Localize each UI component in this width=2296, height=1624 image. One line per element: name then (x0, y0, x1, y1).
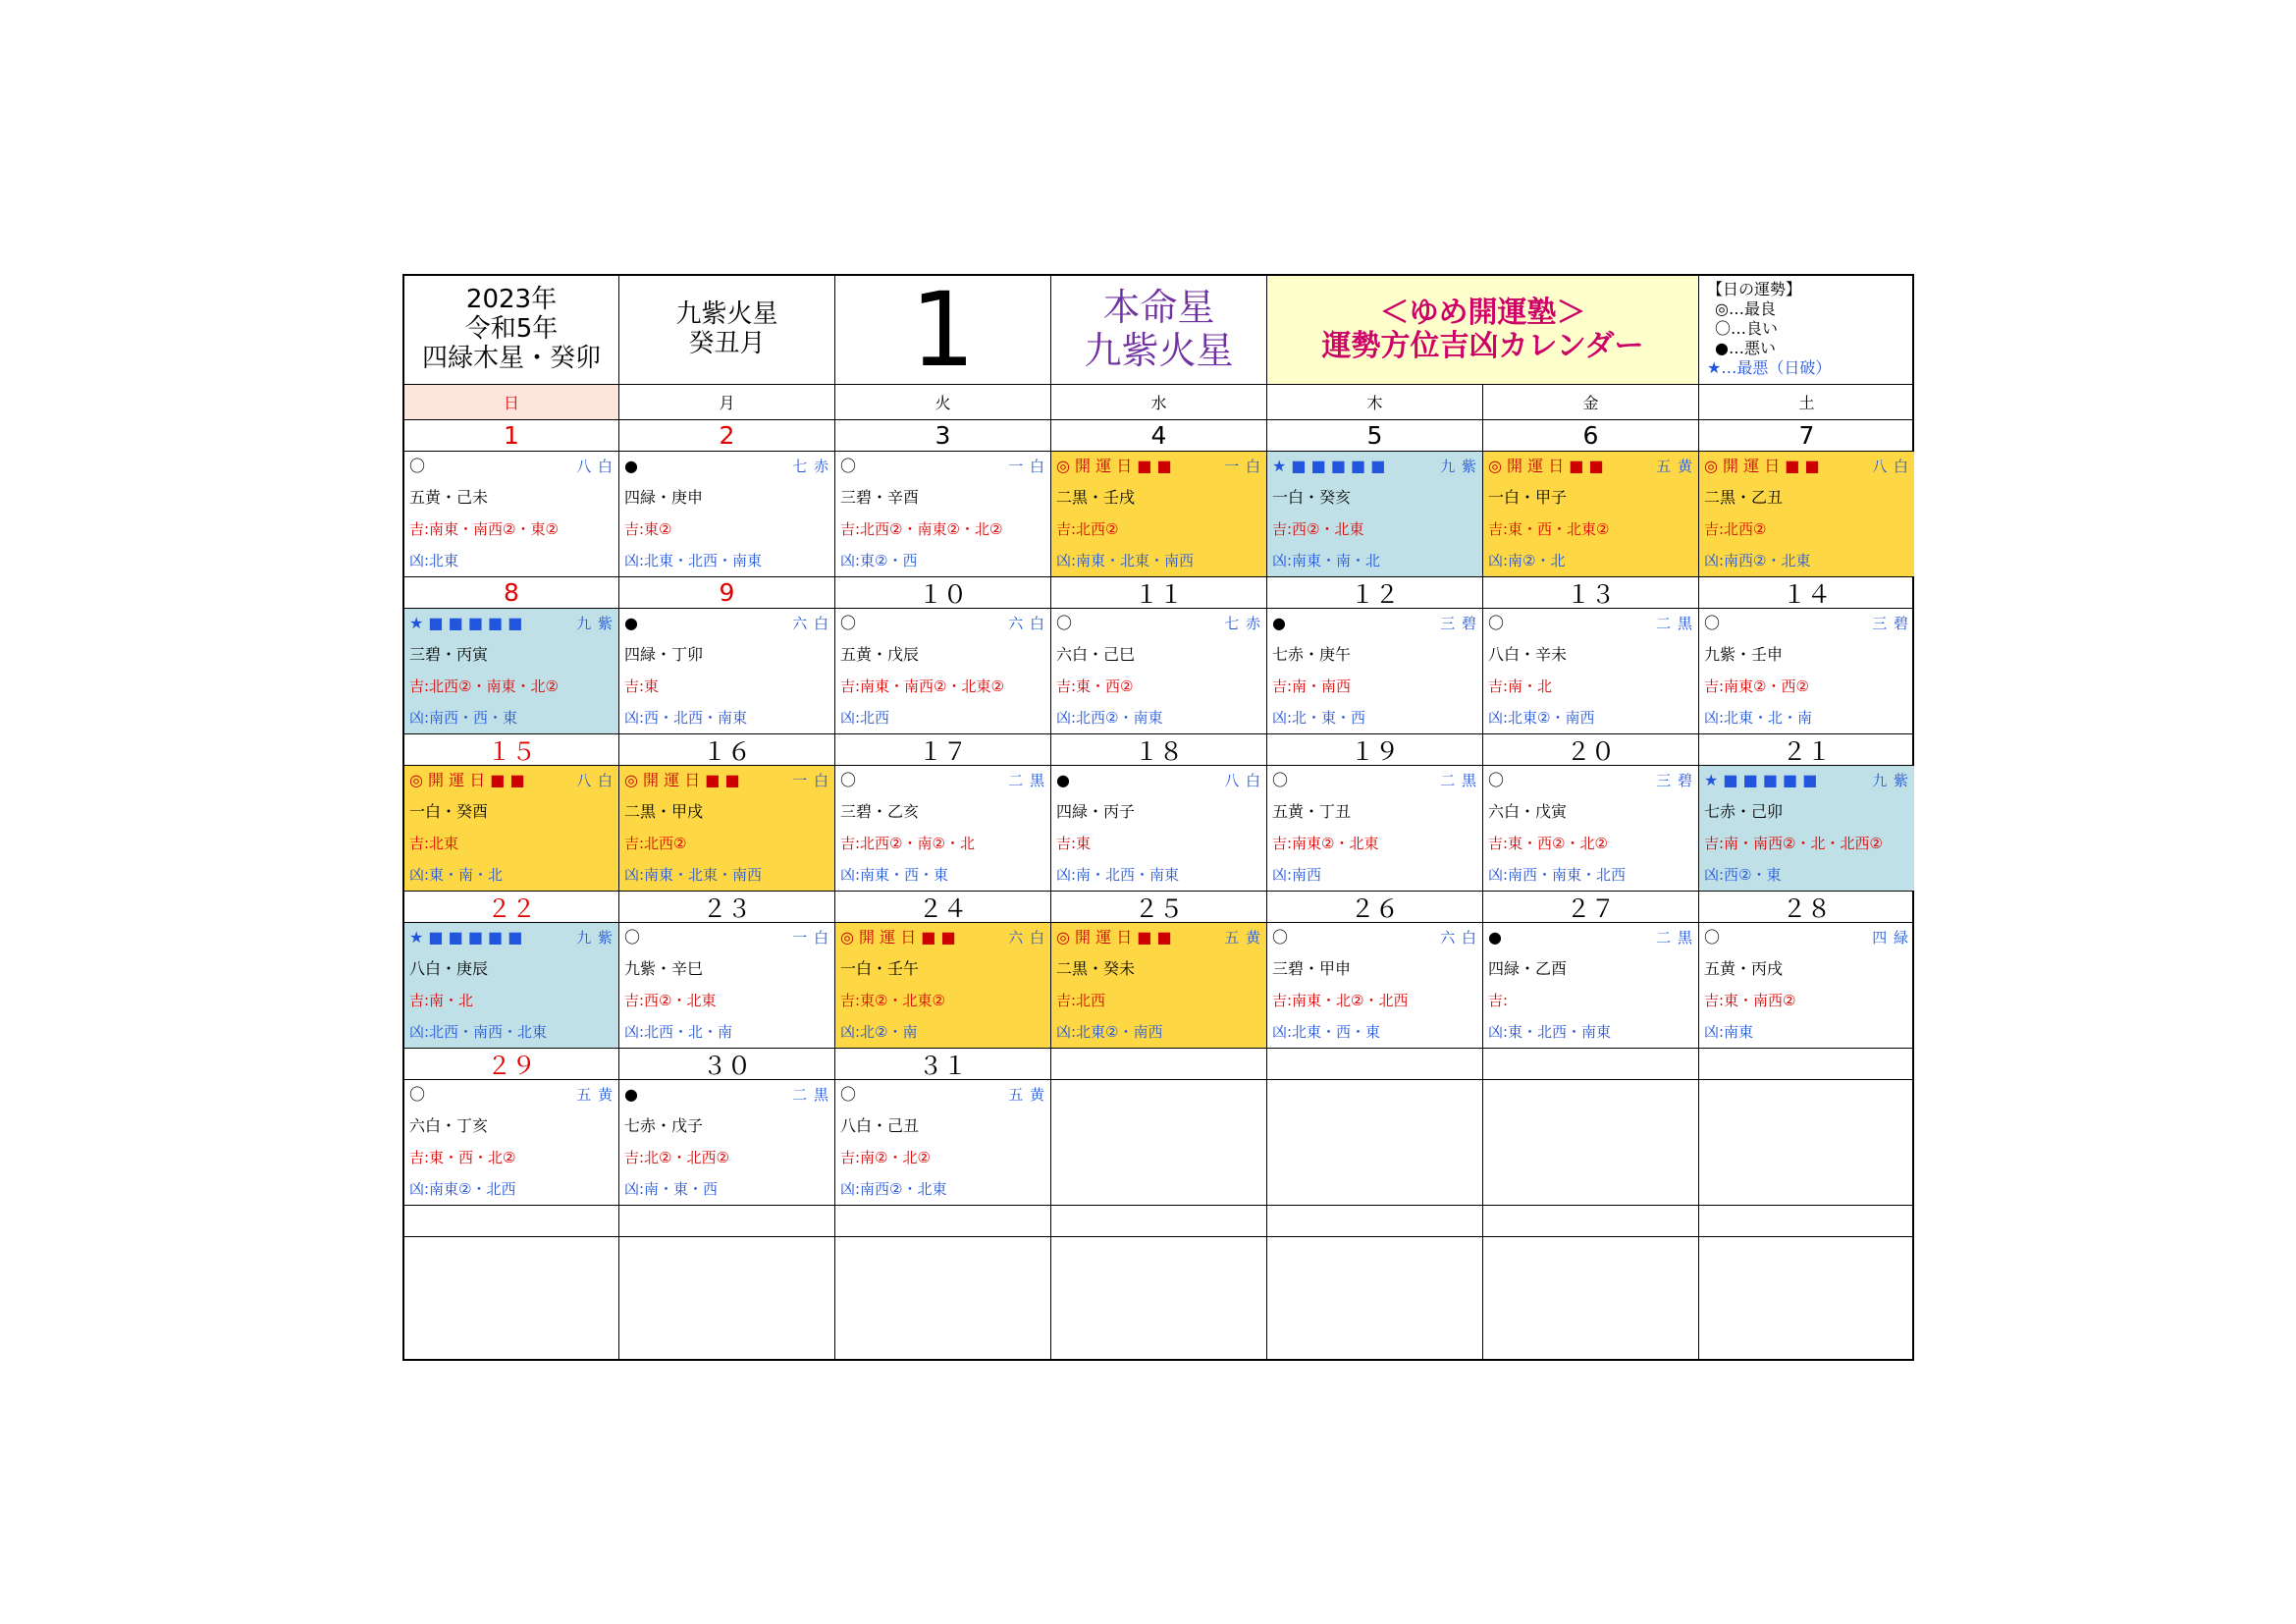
unlucky-directions: 凶:南西・南東・北西 (1488, 866, 1627, 884)
day-cell[interactable] (1699, 609, 1914, 734)
day-star: 六 白 (1440, 929, 1477, 947)
lucky-directions: 吉:北東 (409, 835, 459, 852)
day-cell[interactable] (835, 609, 1051, 734)
day-cell[interactable] (404, 766, 619, 892)
day-fortune-row (1704, 457, 1909, 476)
month-kanshi: 癸丑月 (688, 329, 766, 358)
empty-cell (619, 1237, 835, 1361)
unlucky-directions: 凶:南・北西・南東 (1056, 866, 1180, 884)
fortune-mark: ★ ■ ■ ■ ■ ■ (1704, 771, 1818, 789)
lucky-directions: 吉:東・西・北東② (1488, 520, 1610, 538)
day-star: 八 白 (576, 458, 614, 475)
day-number: 3 (835, 420, 1051, 452)
day-star: 九 紫 (576, 615, 614, 632)
lucky-directions: 吉:南②・北② (840, 1149, 931, 1166)
lucky-directions: 吉:西②・北東 (624, 992, 717, 1009)
day-number: 6 (1483, 420, 1699, 452)
weekday-4: 木 (1267, 385, 1483, 420)
year-cell (404, 276, 619, 385)
day-star: 五 黄 (576, 1086, 614, 1104)
day-cell[interactable] (1699, 923, 1914, 1049)
day-kanshi: 三碧・甲申 (1272, 959, 1352, 978)
day-cell[interactable] (1051, 923, 1267, 1049)
month-number-cell (835, 276, 1051, 385)
day-star: 六 白 (1008, 615, 1045, 632)
reiwa-line: 令和5年 (464, 314, 559, 345)
day-kanshi: 九紫・辛巳 (624, 959, 704, 978)
day-star: 四 緑 (1872, 929, 1909, 947)
day-fortune-row (1056, 771, 1261, 790)
unlucky-directions: 凶:北東 (409, 552, 459, 569)
day-fortune-row (1704, 614, 1909, 633)
day-number: 9 (619, 577, 835, 609)
unlucky-directions: 凶:南西②・北東 (840, 1180, 947, 1198)
day-kanshi: 八白・辛未 (1488, 645, 1568, 664)
fortune-mark: ● (1488, 928, 1502, 947)
title-cell (1267, 276, 1699, 385)
unlucky-directions: 凶:西②・東 (1704, 866, 1782, 884)
day-kanshi: 三碧・丙寅 (409, 645, 489, 664)
day-cell[interactable] (404, 923, 619, 1049)
lucky-directions: 吉:東② (624, 520, 672, 538)
unlucky-directions: 凶:北西②・南東 (1056, 709, 1163, 727)
fortune-mark: ● (624, 1085, 638, 1104)
lucky-directions: 吉:南・南西②・北・北西② (1704, 835, 1883, 852)
calendar (402, 274, 1914, 1361)
day-fortune-row (624, 614, 829, 633)
day-cell[interactable] (1483, 923, 1699, 1049)
day-kanshi: 三碧・乙亥 (840, 802, 920, 821)
day-fortune-row (409, 1085, 614, 1105)
day-number: ２４ (835, 892, 1051, 923)
fortune-mark: 〇 (1704, 928, 1721, 947)
unlucky-directions: 凶:南東・南・北 (1272, 552, 1381, 569)
day-kanshi: 三碧・辛酉 (840, 488, 920, 507)
weekday-6: 土 (1699, 385, 1914, 420)
unlucky-directions: 凶:西・北西・南東 (624, 709, 748, 727)
day-kanshi: 四緑・乙酉 (1488, 959, 1568, 978)
unlucky-directions: 凶:東②・西 (840, 552, 918, 569)
day-kanshi: 一白・癸酉 (409, 802, 489, 821)
fortune-mark: ★ ■ ■ ■ ■ ■ (409, 614, 523, 632)
honmei-star: 九紫火星 (1084, 329, 1234, 372)
lucky-directions: 吉:南東・南西②・北東② (840, 677, 1004, 695)
lucky-directions: 吉:東②・北東② (840, 992, 945, 1009)
day-kanshi: 六白・己巳 (1056, 645, 1136, 664)
day-number: ２３ (619, 892, 835, 923)
unlucky-directions: 凶:南東②・北西 (409, 1180, 516, 1198)
day-fortune-row (1488, 771, 1693, 790)
day-kanshi: 九紫・壬申 (1704, 645, 1784, 664)
fortune-mark: ● (624, 457, 638, 475)
day-fortune-row (409, 614, 614, 633)
day-star: 九 紫 (1872, 772, 1909, 789)
lucky-directions: 吉:南・南西 (1272, 677, 1352, 695)
fortune-mark: 〇 (1056, 614, 1073, 632)
fortune-mark: 〇 (840, 457, 857, 475)
month-star: 九紫火星 (675, 299, 778, 330)
fortune-mark: ★ ■ ■ ■ ■ ■ (1272, 457, 1386, 475)
unlucky-directions: 凶:北東・北西・南東 (624, 552, 763, 569)
month-star-cell (619, 276, 835, 385)
title-line-2: 運勢方位吉凶カレンダー (1321, 329, 1644, 363)
day-fortune-row (1488, 928, 1693, 947)
unlucky-directions: 凶:東・南・北 (409, 866, 504, 884)
day-kanshi: 二黒・壬戌 (1056, 488, 1136, 507)
fortune-mark: ◎ 開 運 日 ■ ■ (1704, 457, 1820, 475)
lucky-directions: 吉:東・西・北② (409, 1149, 516, 1166)
day-number: １３ (1483, 577, 1699, 609)
day-fortune-row (1704, 928, 1909, 947)
day-kanshi: 一白・甲子 (1488, 488, 1568, 507)
day-cell[interactable] (1483, 452, 1699, 577)
weekday-0: 日 (404, 385, 619, 420)
day-cell[interactable] (404, 452, 619, 577)
legend-worst: ★…最悪（日破） (1707, 358, 1832, 377)
lucky-directions: 吉:北西② (1704, 520, 1767, 538)
lucky-directions: 吉:東・西② (1056, 677, 1134, 695)
day-kanshi: 五黄・丁丑 (1272, 802, 1352, 821)
empty-number (1699, 1206, 1914, 1237)
day-star: 二 黒 (1440, 772, 1477, 789)
day-kanshi: 四緑・庚申 (624, 488, 704, 507)
day-star: 一 白 (792, 772, 829, 789)
lucky-directions: 吉: (1488, 992, 1509, 1009)
day-fortune-row (1272, 928, 1477, 947)
day-fortune-row (409, 928, 614, 947)
year-star-line: 四緑木星・癸卯 (421, 343, 601, 373)
day-fortune-row (409, 771, 614, 790)
day-kanshi: 五黄・丙戌 (1704, 959, 1784, 978)
lucky-directions: 吉:北西② (1056, 520, 1119, 538)
day-cell[interactable] (619, 452, 835, 577)
day-number: ２５ (1051, 892, 1267, 923)
day-fortune-row (624, 928, 829, 947)
unlucky-directions: 凶:東・北西・南東 (1488, 1023, 1612, 1041)
day-fortune-row (624, 1085, 829, 1105)
day-number (1051, 1049, 1267, 1080)
day-kanshi: 五黄・己未 (409, 488, 489, 507)
honmei-cell (1051, 276, 1267, 385)
day-kanshi: 六白・戊寅 (1488, 802, 1568, 821)
unlucky-directions: 凶:南西②・北東 (1704, 552, 1811, 569)
day-star: 二 黒 (1656, 929, 1693, 947)
fortune-mark: ● (1056, 771, 1070, 789)
honmei-label: 本命星 (1102, 286, 1215, 330)
day-kanshi: 一白・壬午 (840, 959, 920, 978)
day-fortune-row (1272, 614, 1477, 633)
legend-title: 【日の運勢】 (1707, 280, 1802, 298)
day-kanshi: 二黒・甲戌 (624, 802, 704, 821)
day-kanshi: 二黒・癸未 (1056, 959, 1136, 978)
day-number: １６ (619, 734, 835, 766)
fortune-mark: 〇 (840, 1085, 857, 1104)
day-cell[interactable] (1051, 766, 1267, 892)
day-cell[interactable] (1267, 609, 1483, 734)
unlucky-directions: 凶:南東・北東・南西 (624, 866, 763, 884)
day-star: 二 黒 (1656, 615, 1693, 632)
unlucky-directions: 凶:北東・西・東 (1272, 1023, 1381, 1041)
day-number: ３１ (835, 1049, 1051, 1080)
day-cell (1699, 1080, 1914, 1206)
day-kanshi: 五黄・戊辰 (840, 645, 920, 664)
unlucky-directions: 凶:南西 (1272, 866, 1322, 884)
empty-cell (835, 1237, 1051, 1361)
lucky-directions: 吉:南東・南西②・東② (409, 520, 559, 538)
day-number: 1 (404, 420, 619, 452)
title-line-1: ＜ゆめ開運塾＞ (1379, 295, 1586, 330)
day-kanshi: 四緑・丙子 (1056, 802, 1136, 821)
empty-cell (1483, 1237, 1699, 1361)
lucky-directions: 吉:北②・北西② (624, 1149, 729, 1166)
lucky-directions: 吉:東・南西② (1704, 992, 1796, 1009)
day-cell[interactable] (1051, 609, 1267, 734)
day-star: 六 白 (1008, 929, 1045, 947)
legend-cell (1699, 276, 1914, 385)
fortune-mark: 〇 (409, 1085, 426, 1104)
fortune-mark: ● (1272, 614, 1286, 632)
empty-number (404, 1206, 619, 1237)
weekday-5: 金 (1483, 385, 1699, 420)
day-number: ２６ (1267, 892, 1483, 923)
day-star: 一 白 (792, 929, 829, 947)
day-number: 4 (1051, 420, 1267, 452)
day-cell[interactable] (1267, 923, 1483, 1049)
day-star: 五 黄 (1008, 1086, 1045, 1104)
lucky-directions: 吉:西②・北東 (1272, 520, 1364, 538)
day-fortune-row (1488, 614, 1693, 633)
day-star: 三 碧 (1872, 615, 1909, 632)
day-kanshi: 四緑・丁卯 (624, 645, 704, 664)
fortune-mark: 〇 (1704, 614, 1721, 632)
day-number: １８ (1051, 734, 1267, 766)
lucky-directions: 吉:東 (624, 677, 660, 695)
day-cell[interactable] (1483, 609, 1699, 734)
day-number: １０ (835, 577, 1051, 609)
fortune-mark: 〇 (840, 771, 857, 789)
fortune-mark: ● (624, 614, 638, 632)
day-cell[interactable] (404, 1080, 619, 1206)
day-cell[interactable] (835, 766, 1051, 892)
day-cell (1051, 1080, 1267, 1206)
day-cell[interactable] (1483, 766, 1699, 892)
day-fortune-row (840, 928, 1045, 947)
day-cell (1267, 1080, 1483, 1206)
day-cell[interactable] (404, 609, 619, 734)
day-fortune-row (1056, 928, 1261, 947)
unlucky-directions: 凶:南西・西・東 (409, 709, 518, 727)
day-star: 二 黒 (1008, 772, 1045, 789)
day-cell[interactable] (619, 1080, 835, 1206)
day-star: 六 白 (792, 615, 829, 632)
legend-best: ◎…最良 (1715, 299, 1776, 318)
day-number: ２２ (404, 892, 619, 923)
day-number (1699, 1049, 1914, 1080)
day-cell[interactable] (835, 452, 1051, 577)
fortune-mark: ★ ■ ■ ■ ■ ■ (409, 928, 523, 947)
fortune-mark: 〇 (409, 457, 426, 475)
day-number (1267, 1049, 1483, 1080)
lucky-directions: 吉:東・西②・北② (1488, 835, 1608, 852)
day-cell[interactable] (619, 766, 835, 892)
lucky-directions: 吉:北西② (624, 835, 687, 852)
empty-number (1483, 1206, 1699, 1237)
lucky-directions: 吉:南東・北②・北西 (1272, 992, 1409, 1009)
day-star: 二 黒 (792, 1086, 829, 1104)
lucky-directions: 吉:南・北 (1488, 677, 1553, 695)
day-cell[interactable] (835, 923, 1051, 1049)
day-number: 2 (619, 420, 835, 452)
day-number: ２０ (1483, 734, 1699, 766)
unlucky-directions: 凶:北西 (840, 709, 890, 727)
day-fortune-row (840, 771, 1045, 790)
unlucky-directions: 凶:北東②・南西 (1056, 1023, 1163, 1041)
unlucky-directions: 凶:南②・北 (1488, 552, 1566, 569)
day-star: 八 白 (1872, 458, 1909, 475)
day-number: １７ (835, 734, 1051, 766)
day-fortune-row (1056, 457, 1261, 476)
day-number: １２ (1267, 577, 1483, 609)
fortune-mark: 〇 (624, 928, 641, 947)
fortune-mark: 〇 (1272, 771, 1289, 789)
day-number: ３０ (619, 1049, 835, 1080)
unlucky-directions: 凶:北西・南西・北東 (409, 1023, 548, 1041)
day-kanshi: 六白・丁亥 (409, 1116, 489, 1135)
lucky-directions: 吉:南東②・西② (1704, 677, 1809, 695)
empty-cell (1267, 1237, 1483, 1361)
day-fortune-row (624, 457, 829, 476)
day-number: ２８ (1699, 892, 1914, 923)
unlucky-directions: 凶:北東・北・南 (1704, 709, 1813, 727)
day-star: 七 赤 (792, 458, 829, 475)
fortune-mark: 〇 (1272, 928, 1289, 947)
empty-number (619, 1206, 835, 1237)
unlucky-directions: 凶:北東②・南西 (1488, 709, 1595, 727)
day-kanshi: 七赤・戊子 (624, 1116, 704, 1135)
day-cell[interactable] (835, 1080, 1051, 1206)
lucky-directions: 吉:北西②・南②・北 (840, 835, 975, 852)
unlucky-directions: 凶:北②・南 (840, 1023, 918, 1041)
unlucky-directions: 凶:南東・北東・南西 (1056, 552, 1195, 569)
fortune-mark: ◎ 開 運 日 ■ ■ (1056, 457, 1172, 475)
weekday-1: 月 (619, 385, 835, 420)
day-fortune-row (1704, 771, 1909, 790)
day-number: ２７ (1483, 892, 1699, 923)
day-kanshi: 一白・癸亥 (1272, 488, 1352, 507)
unlucky-directions: 凶:北西・北・南 (624, 1023, 733, 1041)
day-fortune-row (1056, 614, 1261, 633)
day-fortune-row (409, 457, 614, 476)
day-number: ２１ (1699, 734, 1914, 766)
fortune-mark: 〇 (1488, 614, 1505, 632)
fortune-mark: 〇 (1488, 771, 1505, 789)
day-number: １４ (1699, 577, 1914, 609)
unlucky-directions: 凶:南東・西・東 (840, 866, 949, 884)
empty-cell (404, 1237, 619, 1361)
day-cell[interactable] (619, 923, 835, 1049)
day-cell[interactable] (1267, 452, 1483, 577)
lucky-directions: 吉:北西②・南東②・北② (840, 520, 1003, 538)
day-number (1483, 1049, 1699, 1080)
day-fortune-row (1272, 771, 1477, 790)
day-number: 5 (1267, 420, 1483, 452)
lucky-directions: 吉:北西②・南東・北② (409, 677, 559, 695)
day-star: 五 黄 (1656, 458, 1693, 475)
day-fortune-row (1272, 457, 1477, 476)
empty-number (1051, 1206, 1267, 1237)
empty-number (1267, 1206, 1483, 1237)
day-star: 一 白 (1224, 458, 1261, 475)
day-fortune-row (840, 1085, 1045, 1105)
empty-cell (1699, 1237, 1914, 1361)
empty-cell (1051, 1237, 1267, 1361)
day-number: ２９ (404, 1049, 619, 1080)
weekday-3: 水 (1051, 385, 1267, 420)
day-star: 五 黄 (1224, 929, 1261, 947)
day-kanshi: 七赤・己卯 (1704, 802, 1784, 821)
day-star: 七 赤 (1224, 615, 1261, 632)
unlucky-directions: 凶:南・東・西 (624, 1180, 719, 1198)
lucky-directions: 吉:南東②・北東 (1272, 835, 1379, 852)
day-fortune-row (624, 771, 829, 790)
lucky-directions: 吉:南・北 (409, 992, 474, 1009)
day-kanshi: 八白・庚辰 (409, 959, 489, 978)
day-cell[interactable] (1267, 766, 1483, 892)
year-line: 2023年 (465, 285, 558, 315)
day-star: 九 紫 (1440, 458, 1477, 475)
day-kanshi: 七赤・庚午 (1272, 645, 1352, 664)
day-number: １９ (1267, 734, 1483, 766)
day-fortune-row (1488, 457, 1693, 476)
day-kanshi: 二黒・乙丑 (1704, 488, 1784, 507)
lucky-directions: 吉:北西 (1056, 992, 1106, 1009)
day-star: 九 紫 (576, 929, 614, 947)
weekday-2: 火 (835, 385, 1051, 420)
lucky-directions: 吉:東 (1056, 835, 1092, 852)
month-number: 1 (910, 276, 976, 385)
day-cell[interactable] (619, 609, 835, 734)
day-cell[interactable] (1051, 452, 1267, 577)
legend-bad: ●…悪い (1715, 339, 1776, 357)
day-kanshi: 八白・己丑 (840, 1116, 920, 1135)
unlucky-directions: 凶:北・東・西 (1272, 709, 1366, 727)
day-star: 八 白 (576, 772, 614, 789)
fortune-mark: ◎ 開 運 日 ■ ■ (1056, 928, 1172, 947)
day-star: 八 白 (1224, 772, 1261, 789)
day-star: 三 碧 (1656, 772, 1693, 789)
day-star: 三 碧 (1440, 615, 1477, 632)
legend-good: 〇…良い (1715, 319, 1779, 338)
day-fortune-row (840, 614, 1045, 633)
day-fortune-row (840, 457, 1045, 476)
day-cell[interactable] (1699, 766, 1914, 892)
fortune-mark: 〇 (840, 614, 857, 632)
unlucky-directions: 凶:南東 (1704, 1023, 1754, 1041)
day-number: １５ (404, 734, 619, 766)
empty-number (835, 1206, 1051, 1237)
fortune-mark: ◎ 開 運 日 ■ ■ (1488, 457, 1604, 475)
fortune-mark: ◎ 開 運 日 ■ ■ (840, 928, 956, 947)
day-number: 8 (404, 577, 619, 609)
day-number: １１ (1051, 577, 1267, 609)
day-cell[interactable] (1699, 452, 1914, 577)
day-number: 7 (1699, 420, 1914, 452)
day-cell (1483, 1080, 1699, 1206)
fortune-mark: ◎ 開 運 日 ■ ■ (624, 771, 740, 789)
day-star: 一 白 (1008, 458, 1045, 475)
fortune-mark: ◎ 開 運 日 ■ ■ (409, 771, 525, 789)
